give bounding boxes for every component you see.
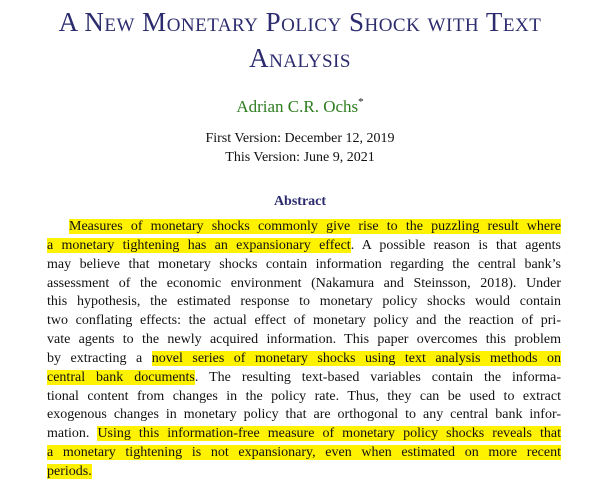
highlighted-text: Measures of monetary shocks commonly give rise to the puzzling result where [69, 219, 561, 234]
author-block [0, 91, 600, 118]
abstract-body [47, 218, 561, 482]
abstract-text: mation. [47, 426, 98, 442]
highlighted-text: Using this information-free measure of monetary policy shocks reveals that [97, 426, 561, 442]
abstract-text: by extracting a [47, 350, 152, 366]
abstract-line [47, 218, 561, 237]
author-footnote-mark: * [358, 96, 364, 108]
highlighted-text: a monetary tightening has an expansionary effect [47, 237, 351, 253]
abstract-line [47, 463, 561, 482]
abstract-line: assessment of the economic environment (Nakamura and Steinsson, 2018). Under [47, 275, 561, 291]
this-version: This Version: June 9, 2021 [225, 150, 375, 165]
abstract-line [47, 444, 561, 463]
abstract-heading: Abstract [273, 194, 327, 209]
first-version: First Version: December 12, 2019 [205, 131, 395, 146]
abstract-line: tional content from changes in the policy rate. Thus, they can be used to extract [47, 388, 561, 404]
abstract-text: . The resulting text-based variables contain the informa- [194, 369, 562, 385]
highlighted-text: a monetary tightening is not expansionary, even when estimated on more recent [47, 445, 561, 461]
abstract-text: . A possible reason is that agents [350, 237, 561, 253]
abstract-line: this hypothesis, the estimated response to monetary policy shocks would contain [47, 294, 561, 310]
version-info [0, 129, 600, 167]
highlighted-text: central bank documents [47, 369, 195, 385]
abstract-line [47, 425, 561, 444]
abstract-line [47, 237, 561, 256]
title-line-2: Analysis [249, 43, 351, 73]
abstract-line: may believe that monetary shocks contain information regarding the central bank’s [47, 256, 561, 272]
abstract-line: two conflating effects: the actual effect of monetary policy and the reaction of pri- [47, 313, 561, 329]
author-name: Adrian C.R. Ochs [236, 97, 359, 116]
title-line-1: A New Monetary Policy Shock with Text [58, 7, 542, 37]
abstract-line: vate agents to the newly acquired information. This paper overcomes this problem [47, 332, 561, 348]
abstract-line [47, 350, 561, 369]
abstract-line: exogenous changes in monetary policy that are orthogonal to any central bank infor- [47, 407, 561, 423]
paper-title [0, 4, 600, 76]
abstract-line [47, 369, 561, 388]
highlighted-text: periods. [47, 463, 92, 479]
highlighted-text: novel series of monetary shocks using text analysis methods on [151, 350, 561, 366]
